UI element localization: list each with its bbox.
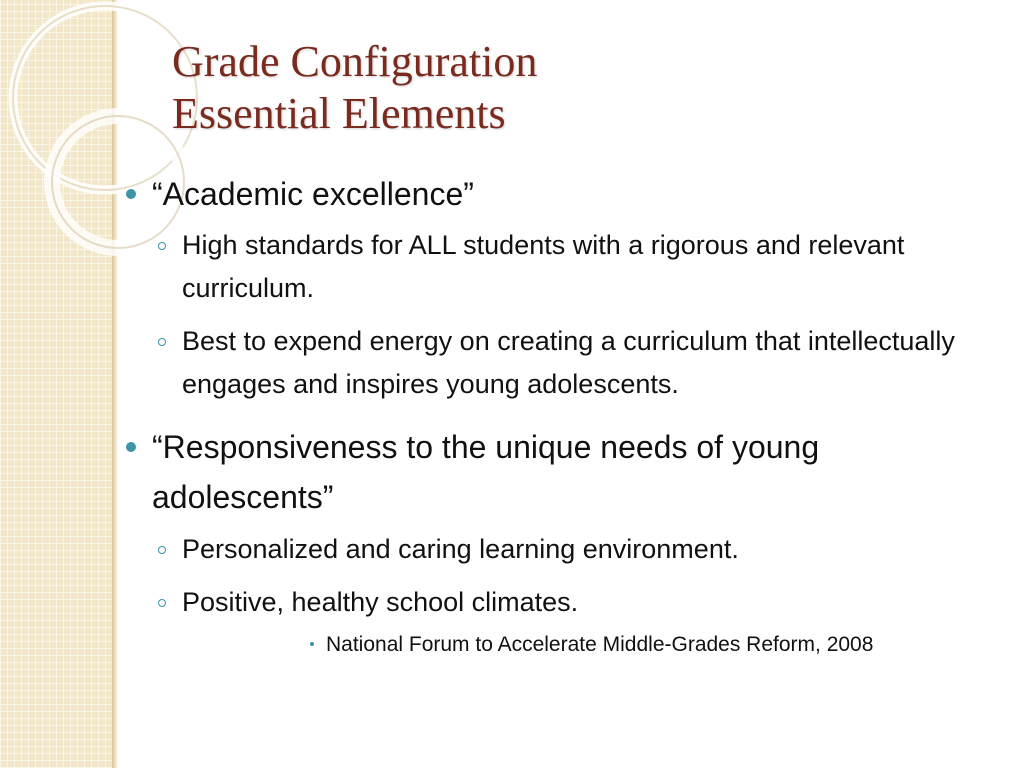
bullet-text: “Responsiveness to the unique needs of young adolescents” <box>152 429 820 515</box>
sub-bullet-item <box>120 224 990 310</box>
hollow-bullet-icon <box>158 546 166 554</box>
bullet-item <box>120 172 990 216</box>
hollow-bullet-icon <box>158 242 166 250</box>
bullet-item <box>120 422 990 522</box>
citation-text: National Forum to Accelerate Middle-Grades Reform, 2008 <box>326 633 874 656</box>
sub-bullet-text: Best to expend energy on creating a curriculum that intellectually engages and inspires young adolescents. <box>182 326 955 399</box>
sub-bullet-text: Positive, healthy school climates. <box>182 587 579 617</box>
sub-bullet-item <box>120 320 990 406</box>
small-square-bullet-icon <box>310 642 314 646</box>
decorative-side-strip <box>0 0 112 768</box>
bullet-text: “Academic excellence” <box>152 176 474 212</box>
slide-title-line-1: Grade Configuration <box>172 37 538 86</box>
sub-bullet-item <box>120 528 990 571</box>
bullet-dot-icon <box>126 189 136 199</box>
slide-body <box>120 172 990 660</box>
citation-item <box>120 630 990 660</box>
sub-bullet-text: Personalized and caring learning environment. <box>182 534 739 564</box>
slide-title <box>172 36 537 140</box>
slide-title-line-2: Essential Elements <box>172 89 506 138</box>
decorative-side-edge <box>112 0 118 768</box>
sub-bullet-item <box>120 581 990 624</box>
hollow-bullet-icon <box>158 338 166 346</box>
hollow-bullet-icon <box>158 599 166 607</box>
bullet-dot-icon <box>126 442 136 452</box>
sub-bullet-text: High standards for ALL students with a rigorous and relevant curriculum. <box>182 230 905 303</box>
